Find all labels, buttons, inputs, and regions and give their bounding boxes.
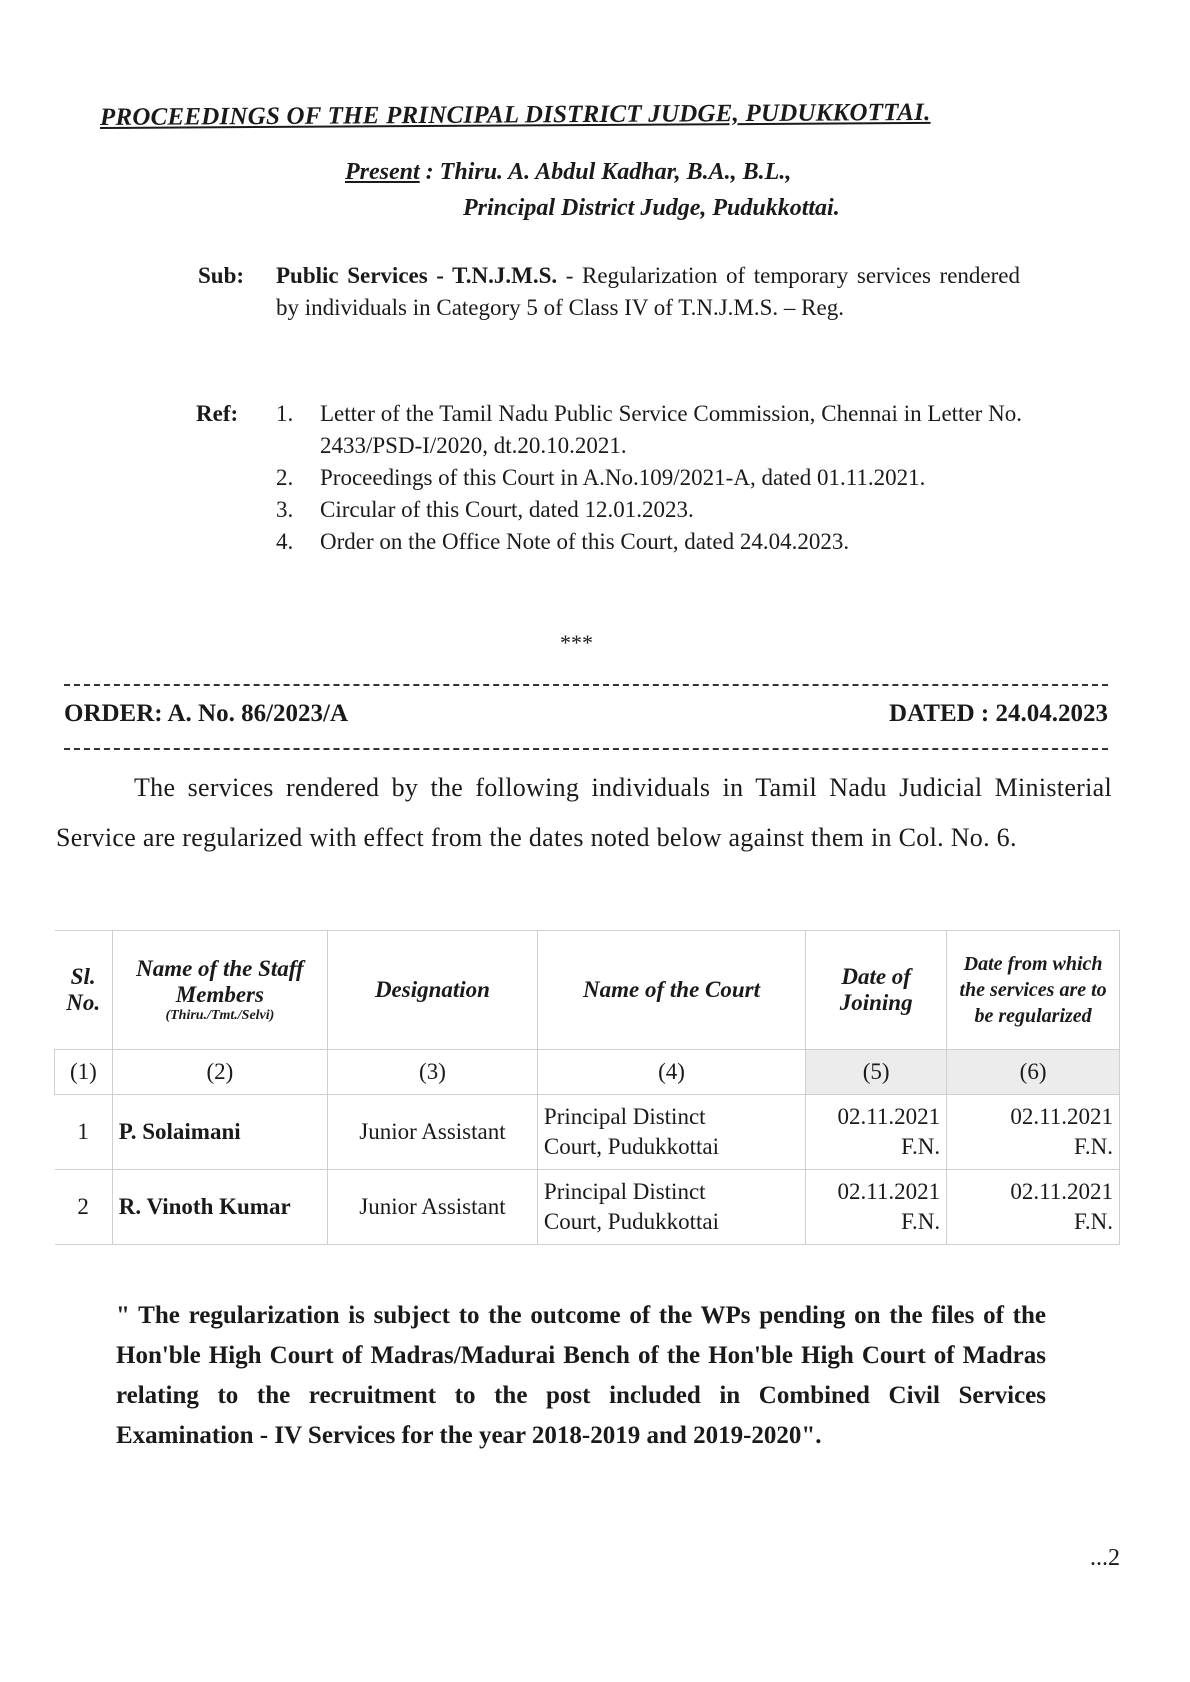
- reference-item: 3. Circular of this Court, dated 12.01.2023.: [276, 497, 694, 522]
- body-paragraph: The services rendered by the following individuals in Tamil Nadu Judicial Ministerial Service are regularized with effect from the dates noted below against them in Col. No. 6.: [56, 773, 1112, 852]
- subject-rest: - Regularization of temporary services rendered by individuals in Category 5 of Class IV of T.N.J.M.S. – Reg.: [276, 263, 1021, 320]
- header-designation: Designation: [328, 931, 538, 1050]
- table-header-row: [55, 931, 1120, 1050]
- order-number: ORDER: A. No. 86/2023/A: [64, 700, 349, 727]
- cell-sl: 2: [55, 1170, 113, 1245]
- dashed-divider-top: [64, 684, 1108, 686]
- subject-label: Sub:: [198, 263, 245, 288]
- cell-regularized: 02.11.2021 F.N.: [947, 1095, 1120, 1170]
- references-block: [196, 398, 1022, 558]
- regularization-note: " The regularization is subject to the outcome of the WPs pending on the files of the Hon'ble High Court of Madras/Madurai Bench of the Hon'ble High Court of Madras relating to the recruitment to the post included in Combined Civil Services Examination - IV Services for the year 2018-2019 and 2019-2020".: [116, 1302, 1046, 1449]
- cell-sl: 1: [55, 1095, 113, 1170]
- column-number-row: [55, 1050, 1120, 1095]
- cell-designation: Junior Assistant: [328, 1095, 538, 1170]
- cell-regularized: 02.11.2021 F.N.: [947, 1170, 1120, 1245]
- reference-item: 2. Proceedings of this Court in A.No.109/2021-A, dated 01.11.2021.: [276, 465, 926, 490]
- col-number: (6): [947, 1050, 1120, 1095]
- subject-text: [276, 260, 1020, 324]
- dashed-divider-bottom: [64, 748, 1108, 750]
- header-regularized-date: Date from which the services are to be regularized: [947, 931, 1120, 1050]
- col-number: (3): [328, 1050, 538, 1095]
- present-colon: :: [419, 159, 440, 185]
- cell-court: Principal Distinct Court, Pudukkottai: [537, 1170, 805, 1245]
- col-number: (1): [55, 1050, 113, 1095]
- cell-doj: 02.11.2021 F.N.: [806, 1170, 947, 1245]
- header-doj: Date of Joining: [806, 931, 947, 1050]
- cell-name: R. Vinoth Kumar: [112, 1170, 327, 1245]
- judge-designation: Principal District Judge, Pudukkottai.: [463, 195, 840, 221]
- subject-bold: Public Services - T.N.J.M.S.: [276, 263, 558, 288]
- table-row: [55, 1095, 1120, 1170]
- order-row: [64, 700, 1108, 728]
- references-label: Ref:: [196, 401, 239, 426]
- header-sl-no: Sl. No.: [55, 931, 113, 1050]
- cell-doj: 02.11.2021 F.N.: [806, 1095, 947, 1170]
- subject-block: [198, 260, 1020, 324]
- document-title: PROCEEDINGS OF THE PRINCIPAL DISTRICT JUDGE, PUDUKKOTTAI.: [99, 98, 931, 131]
- col-number: (5): [806, 1050, 947, 1095]
- header-court: Name of the Court: [537, 931, 805, 1050]
- order-date: DATED : 24.04.2023: [889, 700, 1108, 727]
- header-name-sub: (Thiru./Tmt./Selvi): [165, 1008, 275, 1023]
- staff-table: [54, 930, 1120, 1245]
- cell-court: Principal Distinct Court, Pudukkottai: [537, 1095, 805, 1170]
- reference-item: 1. Letter of the Tamil Nadu Public Service Commission, Chennai in Letter No. 2433/PSD-I/2020, dt.20.10.2021.: [276, 401, 1022, 458]
- present-label: Present: [345, 159, 420, 185]
- col-number: (2): [112, 1050, 327, 1095]
- present-block: [345, 154, 840, 226]
- page-continuation: ...2: [1090, 1545, 1120, 1571]
- section-separator: ***: [560, 630, 593, 655]
- cell-designation: Junior Assistant: [328, 1170, 538, 1245]
- reference-item: 4. Order on the Office Note of this Court, dated 24.04.2023.: [276, 529, 850, 554]
- judge-name: Thiru. A. Abdul Kadhar, B.A., B.L.,: [439, 159, 792, 185]
- header-name: Name of the Staff Members (Thiru./Tmt./Selvi): [112, 931, 327, 1050]
- references-list: [276, 398, 1022, 558]
- cell-name: P. Solaimani: [112, 1095, 327, 1170]
- table-row: [55, 1170, 1120, 1245]
- col-number: (4): [537, 1050, 805, 1095]
